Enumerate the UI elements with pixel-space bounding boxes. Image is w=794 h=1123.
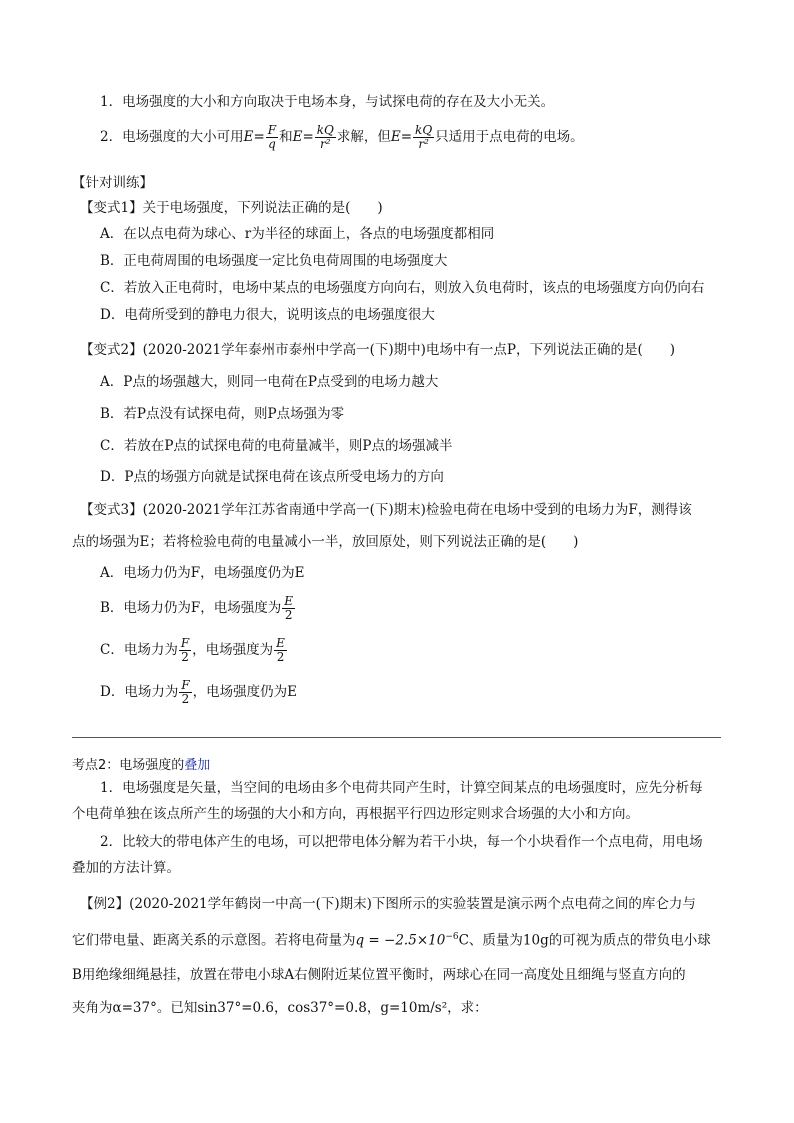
kaodian-2-label-highlight: 叠加 [184, 758, 211, 773]
point-2-text-b: 和 [279, 129, 293, 145]
example-2-line-4: 夹角为α=37°。已知sin37°=0.6，cos37°=0.8，g=10m/s²，求： [72, 1000, 488, 1016]
frac-numerator: F [181, 678, 190, 692]
option-b-text: B．电场力仍为F，电场强度为 [100, 600, 282, 616]
example-2-line-1: 【例2】(2020-2021学年鹤岗一中高一(下)期末)下图所示的实验装置是演示两个点电荷之间的库仑力与 [80, 896, 696, 912]
point-2 [100, 124, 584, 151]
option-d-text-a: D．电场力为 [100, 684, 179, 700]
example-2-line-2 [72, 927, 711, 951]
frac-numerator: kQ [316, 123, 334, 137]
symbol-e: E [390, 129, 401, 145]
fraction-f-over-q [266, 124, 278, 151]
variant-1-option-c: C．若放入正电荷时，电场中某点的电场强度方向向右，则放入负电荷时，该点的电场强度方向仍向右 [100, 280, 705, 296]
frac-denominator: 2 [284, 608, 293, 622]
kaodian-2-line-2: 个电荷单独在该点所产生的场强的大小和方向，再根据平行四边形定则求合场强的大小和方向。 [72, 806, 639, 822]
point-2-text-c: 求解，但 [336, 129, 391, 145]
kaodian-2-line-1: 1．电场强度是矢量，当空间的电场由多个电荷共同产生时，计算空间某点的电场强度时，应先分析每 [100, 780, 703, 796]
example-2-text-b: C、质量为10g的可视为质点的带负电小球 [458, 932, 711, 949]
variant-3-option-c [100, 637, 288, 664]
fraction-e-over-2 [282, 595, 295, 622]
frac-numerator: kQ [415, 123, 433, 137]
section-divider [72, 737, 721, 738]
example-2-line-3: B用绝缘细绳悬挂，放置在带电小球A右侧附近某位置平衡时，两球心在同一高度处且细绳与竖直方向的 [72, 967, 686, 983]
charge-exponent: −6 [445, 932, 459, 942]
fraction-kq-over-r2 [413, 124, 434, 151]
variant-2-option-d: D．P点的场强方向就是试探电荷在该点所受电场力的方向 [100, 469, 444, 485]
point-2-text-d: 只适用于点电荷的电场。 [435, 129, 584, 145]
variant-3-option-a: A．电场力仍为F，电场强度仍为E [100, 565, 305, 581]
frac-numerator: E [284, 594, 294, 608]
point-2-text-a: 2．电场强度的大小可用 [100, 129, 244, 145]
variant-2-stem: 【变式2】(2020-2021学年泰州市泰州中学高一(下)期中)电场中有一点P，下列说法正确的是( ) [80, 342, 676, 358]
fraction-f-over-2 [179, 679, 191, 706]
frac-numerator: F [267, 123, 277, 137]
equals-sign: = [302, 129, 314, 145]
training-header: 【针对训练】 [72, 175, 153, 191]
frac-denominator: 2 [181, 692, 190, 706]
kaodian-2-heading [72, 754, 210, 773]
option-c-text-a: C．电场力为 [100, 642, 178, 658]
symbol-e: E [243, 129, 254, 145]
variant-3-stem-line-2: 点的场强为E；若将检验电荷的电量减小一半，放回原处，则下列说法正确的是( ) [72, 534, 579, 550]
point-1: 1．电场强度的大小和方向取决于电场本身，与试探电荷的存在及大小无关。 [100, 94, 555, 110]
variant-1-stem: 【变式1】关于电场强度，下列说法正确的是( ) [80, 200, 383, 216]
equals-sign: = [253, 129, 265, 145]
symbol-e: E [292, 129, 303, 145]
fraction-f-over-2 [179, 637, 191, 664]
frac-denominator: r² [418, 137, 429, 151]
variant-1-option-d: D．电荷所受到的静电力很大，说明该点的电场强度很大 [100, 307, 435, 323]
variant-1-option-a: A．在以点电荷为球心、r为半径的球面上，各点的电场强度都相同 [100, 226, 495, 242]
frac-numerator: F [180, 636, 190, 650]
kaodian-2-label: 考点2：电场强度的 [72, 758, 185, 773]
option-d-text-b: ，电场强度仍为E [192, 684, 298, 700]
kaodian-2-line-4: 叠加的方法计算。 [72, 860, 180, 876]
frac-numerator: E [276, 636, 285, 650]
variant-3-option-b [100, 595, 296, 622]
variant-2-option-c: C．若放在P点的试探电荷的电荷量减半，则P点的场强减半 [100, 438, 453, 454]
kaodian-2-line-3: 2．比较大的带电体产生的电场，可以把带电体分解为若干小块，每一个小块看作一个点电荷，用电场 [100, 834, 703, 850]
frac-denominator: q [268, 137, 276, 151]
fraction-kq-over-r2 [315, 124, 336, 151]
variant-3-option-d [100, 679, 297, 706]
option-c-text-b: ，电场强度为 [192, 642, 274, 658]
variant-1-option-b: B．正电荷周围的电场强度一定比负电荷周围的电场强度大 [100, 253, 448, 269]
variant-3-stem-line-1: 【变式3】(2020-2021学年江苏省南通中学高一(下)期末)检验电荷在电场中受到的电场力为F，测得该 [80, 502, 692, 518]
frac-denominator: 2 [276, 650, 285, 664]
fraction-e-over-2 [274, 637, 287, 664]
equals-sign: = [400, 129, 413, 145]
frac-denominator: 2 [181, 650, 189, 664]
variant-2-option-b: B．若P点没有试探电荷，则P点场强为零 [100, 406, 345, 422]
example-2-text-a: 它们带电量、距离关系的示意图。若将电荷量为 [72, 932, 356, 949]
frac-denominator: r² [320, 137, 331, 151]
charge-value: q = −2.5×10 [355, 932, 446, 949]
variant-2-option-a: A．P点的场强越大，则同一电荷在P点受到的电场力越大 [100, 374, 439, 390]
